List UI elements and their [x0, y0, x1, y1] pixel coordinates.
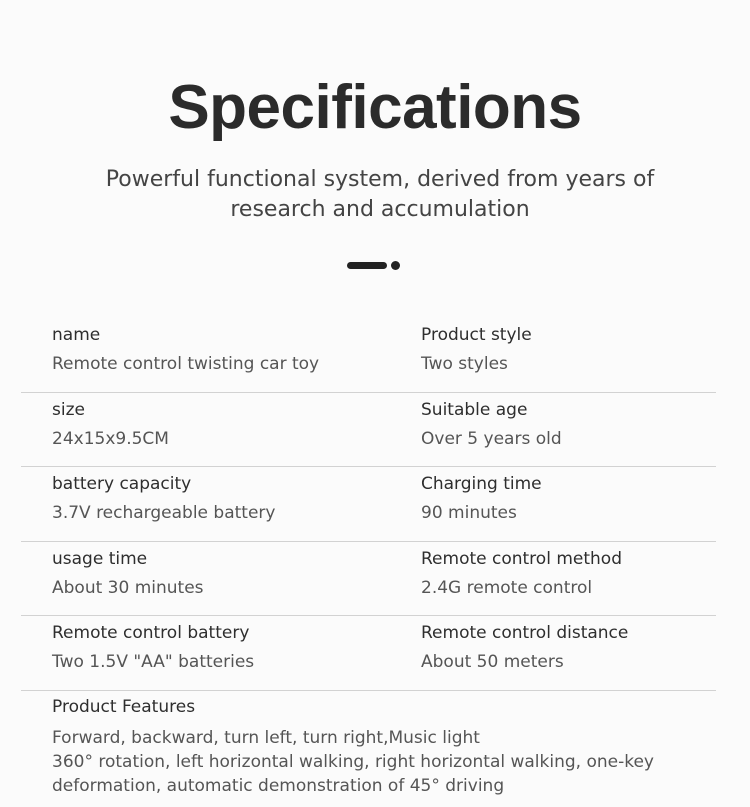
spec-row — [21, 616, 716, 691]
spec-cell — [421, 622, 628, 672]
specs-table — [21, 318, 716, 691]
page-subtitle: Powerful functional system, derived from years of research and accumulation — [105, 167, 655, 222]
spec-value-charging-time: 90 minutes — [421, 503, 517, 523]
spec-label-remote-control-method: Remote control method — [421, 548, 622, 569]
spec-value-remote-control-distance: About 50 meters — [421, 652, 564, 672]
spec-label-product-features: Product Features — [52, 697, 196, 717]
spec-value-size: 24x15x9.5CM — [52, 428, 169, 449]
page-title: Specifications — [168, 73, 582, 142]
spec-value-suitable-age: Over 5 years old — [421, 428, 562, 449]
dash-indicator — [347, 262, 387, 269]
spec-row — [21, 542, 716, 617]
dot-indicator — [391, 261, 400, 270]
feature-line: deformation, automatic demonstration of 45° driving — [52, 776, 505, 796]
spec-cell — [52, 548, 204, 598]
spec-label-remote-control-battery: Remote control battery — [52, 623, 250, 643]
spec-label-size: size — [52, 399, 85, 420]
features-description — [52, 726, 692, 798]
spec-label-name: name — [52, 325, 101, 345]
spec-value-remote-control-battery: Two 1.5V "AA" batteries — [52, 652, 255, 672]
spec-label-battery-capacity: battery capacity — [52, 474, 192, 494]
spec-cell — [52, 473, 275, 523]
spec-cell — [52, 324, 319, 374]
feature-line: 360° rotation, left horizontal walking, right horizontal walking, one-key — [52, 752, 654, 772]
spec-row — [21, 393, 716, 468]
spec-cell — [52, 399, 169, 449]
feature-line: Forward, backward, turn left, turn right,Music light — [52, 728, 480, 748]
decorative-divider — [347, 261, 407, 271]
spec-label-suitable-age: Suitable age — [421, 399, 528, 420]
spec-cell — [421, 548, 622, 598]
spec-row — [21, 467, 716, 542]
spec-label-product-style: Product style — [421, 325, 532, 345]
spec-cell — [421, 473, 542, 523]
spec-label-usage-time: usage time — [52, 548, 148, 569]
spec-value-usage-time: About 30 minutes — [52, 577, 204, 598]
spec-value-battery-capacity: 3.7V rechargeable battery — [52, 503, 276, 523]
spec-value-remote-control-method: 2.4G remote control — [421, 577, 593, 598]
spec-value-product-style: Two styles — [421, 354, 508, 374]
spec-cell — [421, 324, 532, 374]
spec-label-charging-time: Charging time — [421, 474, 542, 494]
spec-row — [21, 318, 716, 393]
spec-value-name: Remote control twisting car toy — [52, 354, 320, 374]
spec-label-remote-control-distance: Remote control distance — [421, 623, 629, 643]
spec-cell — [421, 399, 562, 449]
spec-cell — [52, 622, 254, 672]
